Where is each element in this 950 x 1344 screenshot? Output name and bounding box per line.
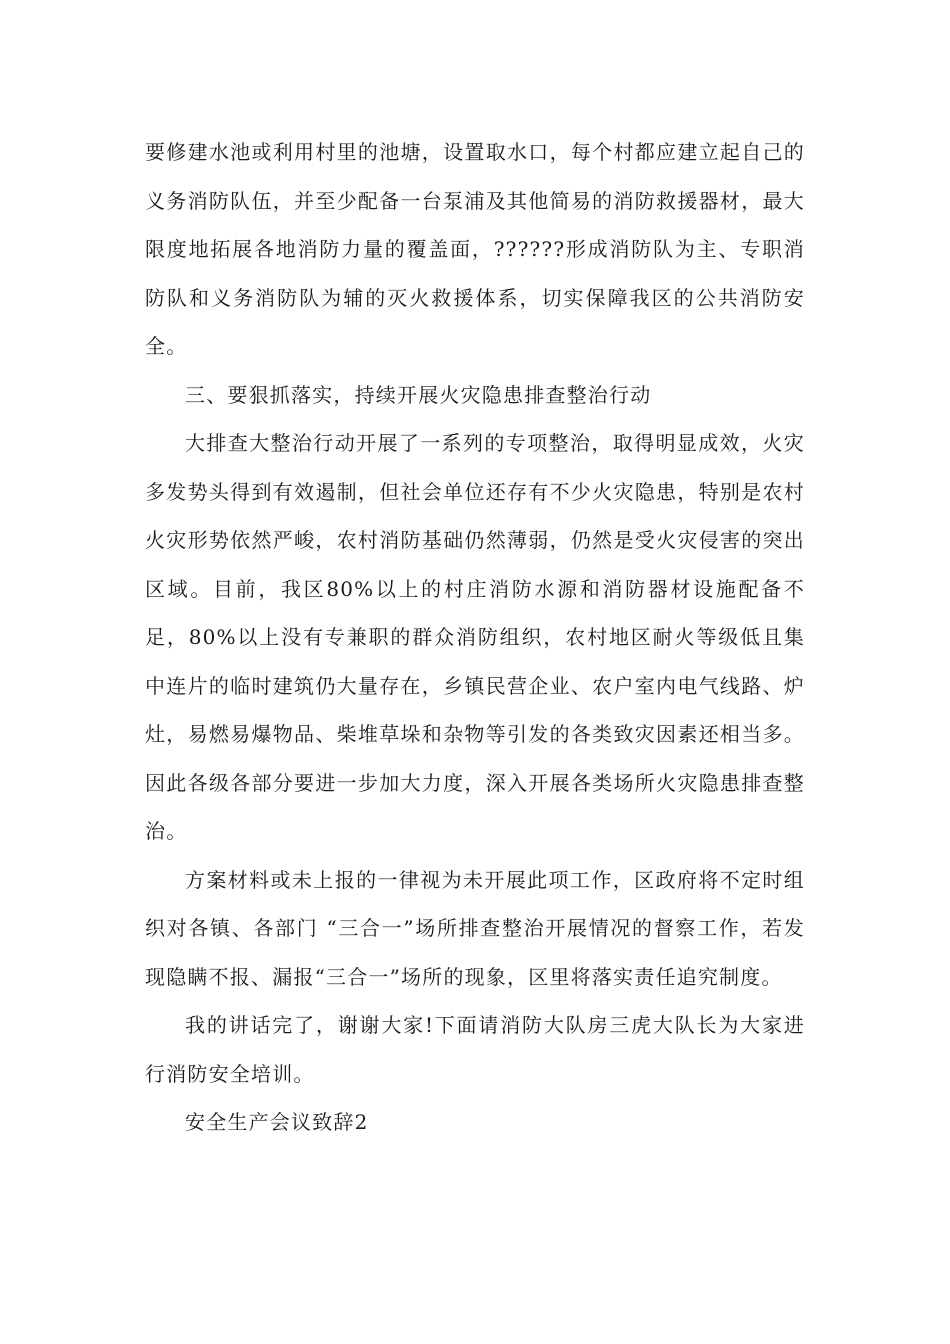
document-body xyxy=(145,128,805,1147)
paragraph-closing-remarks: 我的讲话完了，谢谢大家!下面请消防大队房三虎大队长为大家进行消防安全培训。 xyxy=(145,1013,805,1086)
paragraph-hazard-inspection: 大排查大整治行动开展了一系列的专项整治，取得明显成效，火灾多发势头得到有效遏制，但社会单位还存有不少火灾隐患，特别是农村火灾形势依然严峻，农村消防基础仍然薄弱，仍然是受火灾侵害的突出区域。目前，我区80%以上的村庄消防水源和消防器材设施配备不足，80%以上没有专兼职的群众消防组织，农村地区耐火等级低且集中连片的临时建筑仍大量存在，乡镇民营企业、农户室内电气线路、炉灶，易燃易爆物品、柴堆草垛和杂物等引发的各类致灾因素还相当多。因此各级各部分要进一步加大力度，深入开展各类场所火灾隐患排查整治。 xyxy=(145,431,805,843)
paragraph-water-supply: 要修建水池或利用村里的池塘，设置取水口，每个村都应建立起自己的义务消防队伍，并至少配备一台泵浦及其他简易的消防救援器材，最大限度地拓展各地消防力量的覆盖面，??????形成消防队为主、专职消防队和义务消防队为辅的灭火救援体系，切实保障我区的公共消防安全。 xyxy=(145,140,805,358)
paragraph-accountability: 方案材料或未上报的一律视为未开展此项工作，区政府将不定时组织对各镇、各部门 “三合一”场所排查整治开展情况的督察工作，若发现隐瞒不报、漏报“三合一”场所的现象，区里将落实责任追究制度。 xyxy=(145,867,805,989)
section-heading-three: 三、要狠抓落实，持续开展火灾隐患排查整治行动 xyxy=(185,382,652,407)
next-section-title: 安全生产会议致辞2 xyxy=(185,1110,369,1134)
